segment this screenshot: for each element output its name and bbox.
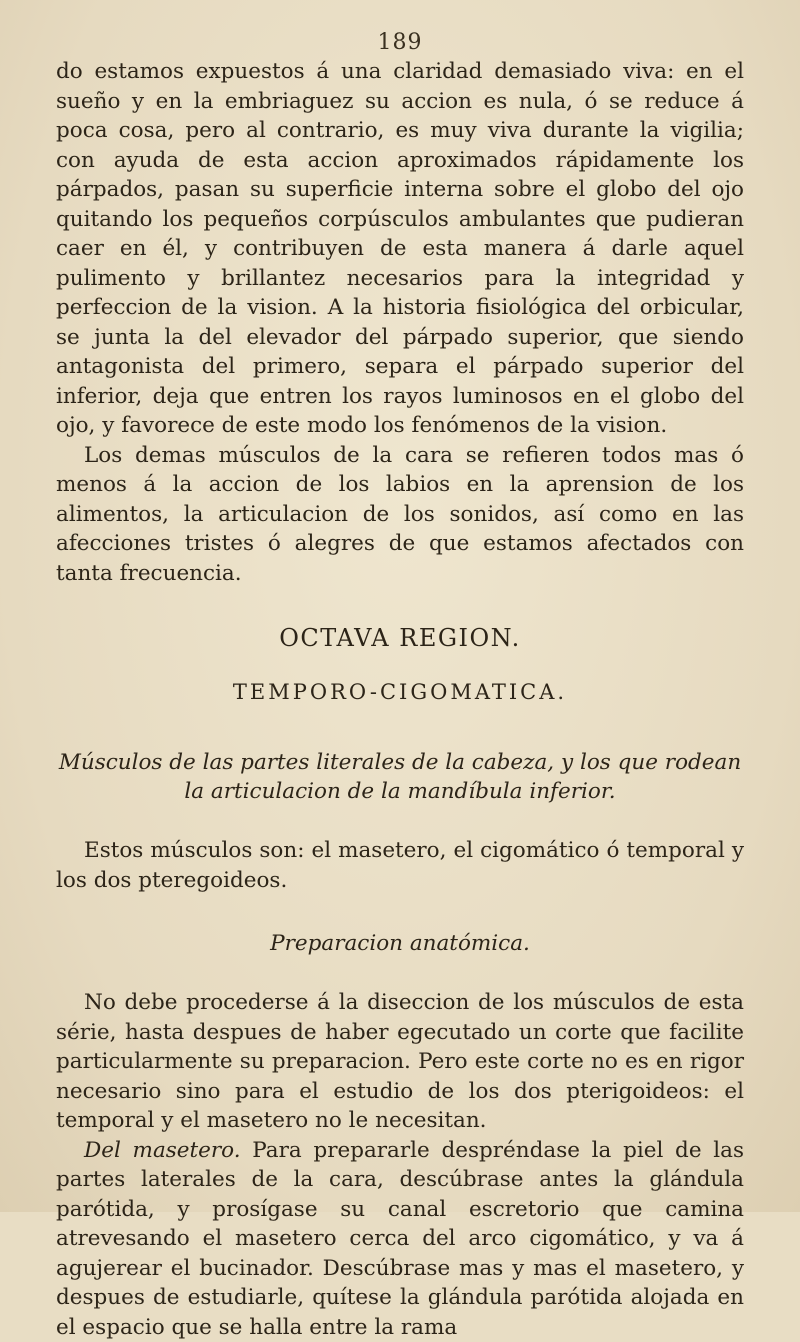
preparation-heading: Preparacion anatómica. [56, 931, 744, 956]
paragraph-face-muscles: Los demas músculos de la cara se refieren todos mas ó menos á la accion de los labios en la aprension de los alimentos, la articulacion de los sonidos, así como en las afecciones tristes ó alegres de que estamos afectados con tanta frecuencia. [56, 441, 744, 589]
paragraph-muscle-list: Estos músculos son: el masetero, el cigomático ó temporal y los dos pteregoideos. [56, 836, 744, 895]
paragraph-orbicular: do estamos expuestos á una claridad demasiado viva: en el sueño y en la embriaguez su accion es nula, ó se reduce á poca cosa, pero al contrario, es muy viva durante la vigilia; con ayuda de esta accion aproximados rápidamente los párpados, pasan su superficie interna sobre el globo del ojo quitando los pequeños corpúsculos ambulantes que pudieran caer en él, y contribuyen de esta manera á darle aquel pulimento y brillantez necesarios para la integridad y perfeccion de la vision. A la historia fisiológica del orbicular, se junta la del elevador del párpado superior, que siendo antagonista del primero, separa el párpado superior del inferior, deja que entren los rayos luminosos en el globo del ojo, y favorece de este modo los fenómenos de la vision. [56, 57, 744, 441]
paragraph-masetero [56, 1136, 744, 1342]
section-subtitle: TEMPORO-CIGOMATICA. [56, 680, 744, 704]
masetero-text: Para prepararle despréndase la piel de las partes laterales de la cara, descúbrase antes la glándula parótida, y prosígase su canal escretorio que camina atrevesando el masetero cerca del arco cigomático, y va á agujerear el bucinador. Descúbrase mas y mas el masetero, y despues de estudiarle, quítese la glándula parótida alojada en el espacio que se halla entre la rama [56, 1138, 744, 1340]
masetero-term: Del masetero. [84, 1138, 241, 1163]
page-number: 189 [56, 30, 744, 55]
paragraph-preparation: No debe procederse á la diseccion de los músculos de esta série, hasta despues de haber egecutado un corte que facilite particularmente su preparacion. Pero este corte no es en rigor necesario sino para el estudio de los dos pterigoideos: el temporal y el masetero no le necesitan. [56, 988, 744, 1136]
section-title: OCTAVA REGION. [56, 624, 744, 652]
section-subject: Músculos de las partes literales de la cabeza, y los que rodean la articulacion de la mandíbula inferior. [56, 748, 744, 806]
